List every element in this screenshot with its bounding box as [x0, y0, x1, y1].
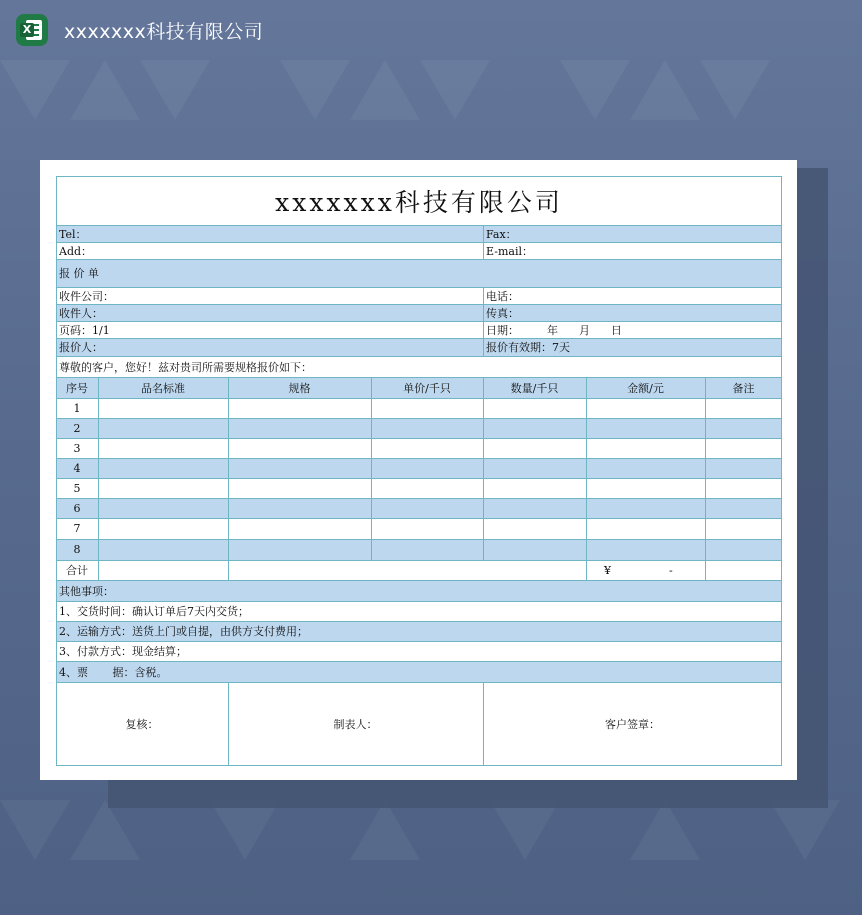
header-remark: 备注: [732, 381, 755, 395]
maker-label: 制表人：: [333, 718, 378, 731]
app-title: xxxxxxx科技有限公司: [64, 20, 264, 43]
email-label: E-mail：: [486, 244, 533, 258]
review-label: 复核：: [125, 718, 159, 731]
header-spec: 规格: [288, 381, 311, 395]
quotation-sheet: [40, 160, 797, 780]
doc-type-row: [56, 259, 782, 287]
receiver-label: 收件人：: [59, 306, 103, 320]
doc-type-title: 报 价 单: [59, 267, 99, 280]
table-row: [56, 398, 782, 418]
receiver-row: [56, 304, 782, 321]
table-row: [56, 478, 782, 498]
excel-icon: X: [16, 14, 48, 46]
header-amount: 金额/元: [627, 381, 664, 395]
add-row: [56, 242, 782, 259]
note-transport: 2、运输方式：送货上门或自提，由供方支付费用；: [59, 625, 308, 638]
header-product: 品名标准: [141, 381, 185, 395]
note-payment: 3、付款方式：现金结算；: [59, 645, 187, 658]
fax2-label: 传真：: [486, 306, 519, 320]
page-date-row: [56, 321, 782, 338]
note-invoice: 4、票 据：含税。: [59, 665, 168, 679]
company-title: xxxxxxx科技有限公司: [275, 187, 563, 217]
note-row: [56, 601, 782, 621]
total-row: [56, 560, 782, 580]
table-row: [56, 518, 782, 539]
note-row: [56, 661, 782, 682]
note-row: [56, 621, 782, 641]
note-row: [56, 641, 782, 661]
row-number: 3: [73, 441, 81, 455]
row-number: 5: [73, 481, 81, 495]
company-title-row: [56, 176, 782, 225]
tel-label: Tel：: [59, 227, 87, 241]
row-number: 6: [73, 501, 81, 515]
quoter-label: 报价人：: [59, 341, 103, 354]
validity-label: 报价有效期：7天: [486, 341, 570, 354]
other-title-row: [56, 580, 782, 601]
row-number: 1: [73, 401, 81, 415]
table-header-row: [56, 377, 782, 398]
table-row: [56, 438, 782, 458]
page-number: 页码：1/1: [59, 323, 110, 337]
row-number: 4: [73, 461, 81, 475]
row-number: 8: [73, 543, 81, 556]
row-number: 2: [73, 421, 81, 435]
header-unit-price: 单价/千只: [403, 381, 451, 395]
receiver-company-row: [56, 287, 782, 304]
header-no: 序号: [66, 381, 88, 395]
table-row: [56, 418, 782, 438]
total-currency: ¥: [604, 563, 611, 577]
app-header: [16, 12, 263, 48]
header-quantity: 数量/千只: [510, 381, 559, 395]
other-title: 其他事项：: [59, 584, 114, 598]
signature-row: [56, 682, 782, 766]
sheet-grid: [56, 176, 782, 766]
quoter-row: [56, 338, 782, 356]
total-label: 合计: [66, 564, 88, 577]
total-value: -: [669, 563, 673, 577]
customer-sign-label: 客户签章：: [605, 718, 660, 731]
phone-label: 电话：: [486, 289, 519, 303]
address-label: Add：: [59, 244, 93, 258]
row-number: 7: [73, 522, 81, 535]
table-row: [56, 458, 782, 478]
fax-label: Fax：: [486, 227, 517, 241]
table-row: [56, 539, 782, 560]
table-row: [56, 498, 782, 518]
greeting-text: 尊敬的客户，您好！兹对贵司所需要规格报价如下：: [59, 360, 312, 374]
receiver-company-label: 收件公司：: [59, 289, 114, 303]
note-delivery: 1、交货时间：确认订单后7天内交货；: [59, 605, 249, 618]
tel-row: [56, 225, 782, 242]
date-label: 日期： 年 月 日: [486, 323, 622, 337]
greeting-row: [56, 356, 782, 377]
